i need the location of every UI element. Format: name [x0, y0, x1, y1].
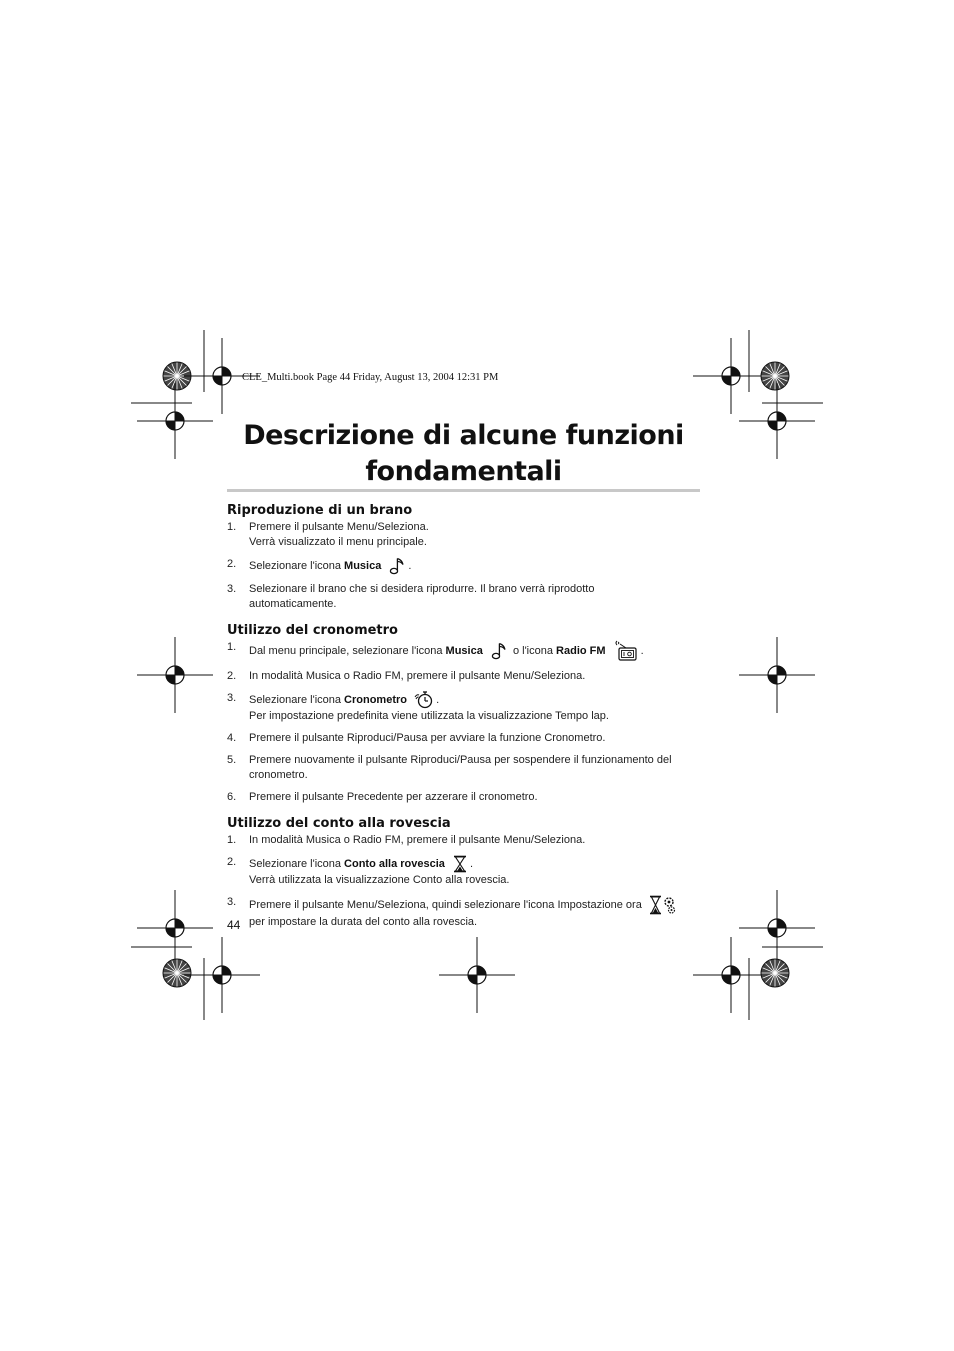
list-item [227, 855, 700, 888]
registration-cross [739, 637, 815, 713]
step-text: Selezionare il brano che si desidera riprodurre. Il brano verrà riprodotto [249, 583, 595, 595]
icon-label: Musica [344, 559, 382, 572]
list-item [227, 640, 700, 662]
step-number: 4. [227, 732, 237, 744]
registration-starburst [761, 362, 789, 390]
music-note-icon [490, 642, 508, 660]
step-list [227, 833, 700, 930]
list-item [227, 557, 700, 575]
step-number: 3. [227, 583, 237, 595]
step-text: Premere il pulsante Riproduci/Pausa per avviare la funzione Cronometro. [249, 732, 606, 744]
registration-cross [439, 937, 515, 1013]
list-item [227, 691, 700, 724]
step-text: . [436, 693, 440, 706]
step-text: Verrà utilizzata la visualizzazione Conto alla rovescia. [249, 874, 510, 886]
section-title: Utilizzo del cronometro [227, 623, 398, 638]
step-text: o l'icona [509, 644, 557, 657]
list-item [227, 582, 700, 612]
music-note-icon [388, 557, 406, 575]
page-title [227, 418, 700, 490]
list-item [227, 790, 700, 805]
step-number: 2. [227, 856, 237, 868]
registration-starburst [761, 959, 789, 987]
step-text: Premere il pulsante Menu/Seleziona, quindi selezionare l'icona Impostazione ora [249, 898, 645, 911]
list-item [227, 895, 700, 930]
step-text: In modalità Musica o Radio FM, premere il pulsante Menu/Seleziona. [249, 670, 586, 682]
step-text: cronometro. [249, 769, 308, 781]
step-number: 3. [227, 692, 237, 704]
step-number: 2. [227, 670, 237, 682]
section-title: Riproduzione di un brano [227, 503, 413, 518]
step-number: 3. [227, 896, 237, 908]
main-content [227, 503, 700, 937]
page-title-line-2: fondamentali [365, 456, 562, 487]
step-text: . [408, 559, 412, 572]
title-divider [227, 489, 700, 492]
step-text: Premere il pulsante Menu/Seleziona. [249, 521, 429, 533]
section-play-track [227, 503, 700, 612]
step-text: . [640, 644, 644, 657]
registration-cross [137, 637, 213, 713]
registration-starburst [163, 959, 191, 987]
registration-cross [693, 937, 769, 1013]
registration-cross [739, 383, 815, 459]
radio-icon [613, 640, 639, 662]
step-text: per impostare la durata del conto alla rovescia. [249, 916, 478, 928]
step-number: 1. [227, 521, 237, 533]
registration-cross [137, 383, 213, 459]
page-number: 44 [227, 918, 241, 932]
hourglass-gear-icon [649, 895, 677, 915]
registration-cross [739, 890, 815, 966]
step-text: Premere nuovamente il pulsante Riproduci/Pausa per sospendere il funzionamento del [249, 754, 672, 766]
step-number: 2. [227, 558, 237, 570]
list-item [227, 753, 700, 783]
icon-label: Conto alla rovescia [344, 857, 445, 870]
step-text: automaticamente. [249, 598, 337, 610]
hourglass-icon [452, 855, 468, 873]
step-list [227, 640, 700, 805]
section-countdown [227, 816, 700, 930]
step-text: . [469, 857, 474, 870]
step-text: Premere il pulsante Precedente per azzerare il cronometro. [249, 791, 538, 803]
list-item [227, 731, 700, 746]
step-number: 6. [227, 791, 237, 803]
print-header: CLE_Multi.book Page 44 Friday, August 13, 2004 12:31 PM [242, 372, 499, 383]
step-text: Verrà visualizzato il menu principale. [249, 536, 427, 548]
registration-cross [693, 338, 769, 414]
step-list [227, 520, 700, 612]
step-text: Selezionare l'icona [249, 857, 345, 870]
step-text: Selezionare l'icona [249, 559, 345, 572]
list-item [227, 669, 700, 684]
stopwatch-icon [414, 691, 434, 709]
registration-cross [184, 937, 260, 1013]
icon-label: Cronometro [344, 693, 407, 706]
step-text: Selezionare l'icona [249, 693, 345, 706]
icon-label: Musica [445, 644, 483, 657]
icon-label: Radio FM [556, 644, 606, 657]
step-number: 5. [227, 754, 237, 766]
list-item [227, 520, 700, 550]
step-text: Per impostazione predefinita viene utilizzata la visualizzazione Tempo lap. [249, 710, 609, 722]
step-text: In modalità Musica o Radio FM, premere il pulsante Menu/Seleziona. [249, 834, 586, 846]
step-number: 1. [227, 641, 237, 653]
list-item [227, 833, 700, 848]
step-text: Dal menu principale, selezionare l'icona [249, 644, 446, 657]
section-stopwatch [227, 623, 700, 805]
step-number: 1. [227, 834, 237, 846]
section-title: Utilizzo del conto alla rovescia [227, 816, 451, 831]
page-title-line-1: Descrizione di alcune funzioni [243, 420, 684, 451]
registration-cross [137, 890, 213, 966]
